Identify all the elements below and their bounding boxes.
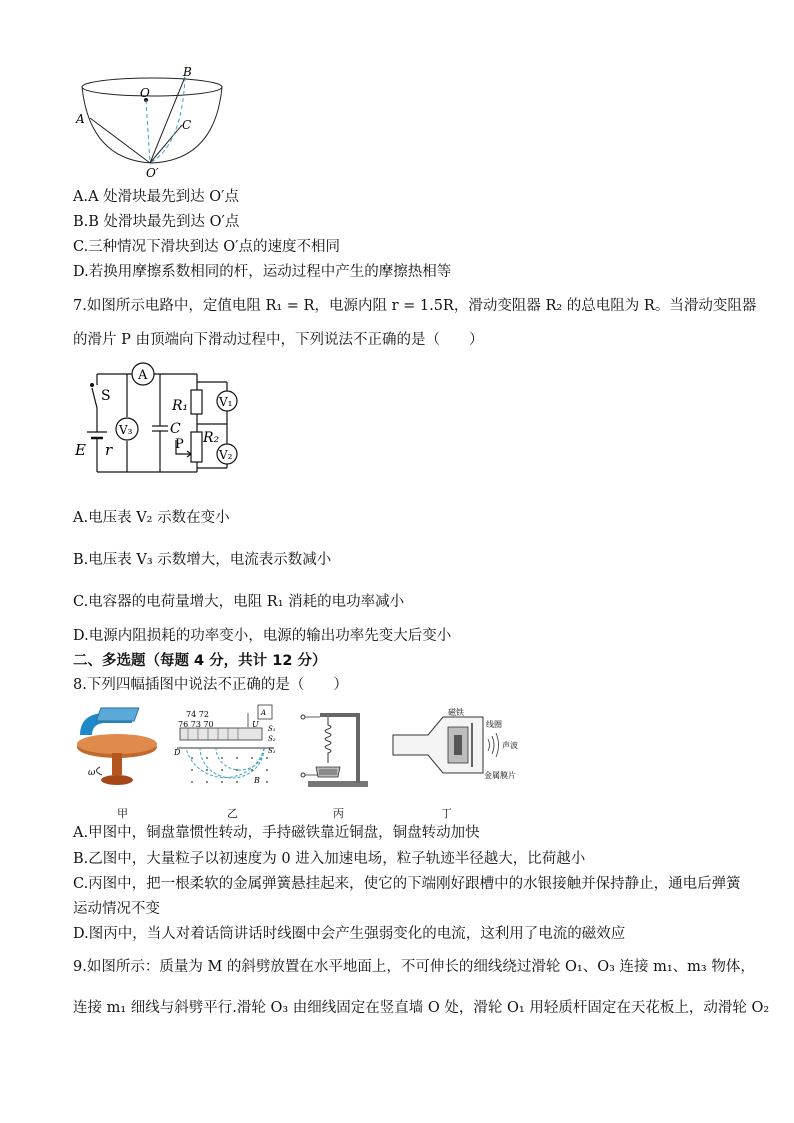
fig-jia-copper-disk bbox=[72, 705, 167, 790]
q8-option-c: C.丙图中，把一根柔软的金属弹簧悬挂起来，使它的下端刚好跟槽中的水银接触并保持静止，通电后弹簧 bbox=[73, 876, 741, 892]
q8-option-c-cont: 运动情况不变 bbox=[73, 901, 160, 917]
q8-stem: 8.下列四幅插图中说法不正确的是（ ） bbox=[73, 677, 348, 693]
caption-jia: 甲 bbox=[117, 807, 128, 820]
circuit-diagram bbox=[72, 360, 252, 490]
q7-option-b: B.电压表 V₃ 示数增大，电流表示数减小 bbox=[73, 552, 332, 568]
svg-text:D: D bbox=[174, 748, 181, 757]
q8-option-b: B.乙图中，大量粒子以初速度为 0 进入加速电场，粒子轨迹半径越大，比荷越小 bbox=[73, 851, 586, 867]
v1-label: V₁ bbox=[219, 395, 233, 409]
q8-option-a: A.甲图中，铜盘靠惯性转动，手持磁铁靠近铜盘，铜盘转动加快 bbox=[73, 825, 480, 841]
caption-yi: 乙 bbox=[227, 807, 238, 820]
svg-text:U: U bbox=[252, 720, 259, 729]
fig4-coil-label: 线圈 bbox=[486, 720, 502, 729]
section-title: 二、多选题（每题 4 分，共计 12 分） bbox=[73, 653, 327, 669]
e-label: E bbox=[75, 441, 86, 459]
q6-option-c: C.三种情况下滑块到达 O′点的速度不相同 bbox=[73, 239, 340, 255]
svg-text:S₃: S₃ bbox=[268, 747, 276, 755]
caption-bing: 丙 bbox=[333, 807, 344, 820]
q9-line2: 连接 m₁ 细线与斜劈平行.滑轮 O₃ 由细线固定在竖直墙 O 处，滑轮 O₁ 用轻质杆固定在天花板上，动滑轮 O₂ bbox=[73, 1000, 770, 1016]
label-O: O bbox=[140, 86, 150, 100]
svg-text:ω: ω bbox=[88, 768, 96, 778]
svg-text:S₁: S₁ bbox=[268, 725, 276, 733]
p-label: P bbox=[175, 437, 184, 452]
caption-ding: 丁 bbox=[441, 807, 452, 820]
switch-label: S bbox=[101, 388, 111, 404]
fig4-magnet-label: 磁铁 bbox=[448, 708, 464, 717]
svg-text:S₂: S₂ bbox=[268, 735, 276, 743]
svg-text:B: B bbox=[254, 776, 260, 785]
c-label: C bbox=[170, 421, 181, 437]
bowl-figure bbox=[70, 65, 230, 185]
label-Oprime: O′ bbox=[146, 166, 159, 180]
q7-stem-line2: 的滑片 P 由顶端向下滑动过程中，下列说法不正确的是（ ） bbox=[73, 332, 484, 348]
svg-text:A: A bbox=[261, 709, 267, 717]
q7-option-a: A.电压表 V₂ 示数在变小 bbox=[73, 510, 230, 526]
r1-label: R₁ bbox=[172, 398, 189, 414]
fig4-diaphragm-label: 金属膜片 bbox=[484, 771, 516, 780]
fig2-mid-label: 76 73 70 bbox=[178, 720, 214, 729]
r-label: r bbox=[105, 441, 113, 459]
q9-line1: 9.如图所示：质量为 M 的斜劈放置在水平地面上，不可伸长的细线绕过滑轮 O₁、O₃ 连接 m₁、m₃ 物体， bbox=[73, 959, 755, 975]
label-C: C bbox=[182, 118, 192, 132]
q6-option-b: B.B 处滑块最先到达 O′点 bbox=[73, 214, 240, 230]
label-A: A bbox=[76, 112, 85, 126]
q6-option-d: D.若换用摩擦系数相同的杆，运动过程中产生的摩擦热相等 bbox=[73, 264, 452, 280]
r2-label: R₂ bbox=[203, 430, 220, 446]
fig4-sound-label: 声波 bbox=[502, 741, 518, 750]
q7-option-d: D.电源内阻损耗的功率变小，电源的输出功率先变大后变小 bbox=[73, 628, 452, 644]
q8-option-d: D.图丙中，当人对着话筒讲话时线圈中会产生强弱变化的电流，这利用了电流的磁效应 bbox=[73, 926, 626, 942]
label-B: B bbox=[183, 65, 192, 79]
q6-option-a: A.A 处滑块最先到达 O′点 bbox=[73, 189, 239, 205]
q7-stem-line1: 7.如图所示电路中，定值电阻 R₁ = R，电源内阻 r = 1.5R，滑动变阻器 R₂ 的总电阻为 R。当滑动变阻器 bbox=[73, 298, 757, 314]
fig-ding-microphone bbox=[388, 705, 523, 785]
ammeter-label: A bbox=[138, 368, 148, 383]
q7-option-c: C.电容器的电荷量增大，电阻 R₁ 消耗的电功率减小 bbox=[73, 594, 405, 610]
v3-label: V₃ bbox=[119, 423, 133, 437]
fig-bing-spring bbox=[298, 705, 378, 790]
v2-label: V₂ bbox=[219, 448, 233, 462]
fig-yi-mass-spectrometer bbox=[172, 703, 282, 793]
fig2-top-label: 74 72 bbox=[186, 710, 209, 719]
